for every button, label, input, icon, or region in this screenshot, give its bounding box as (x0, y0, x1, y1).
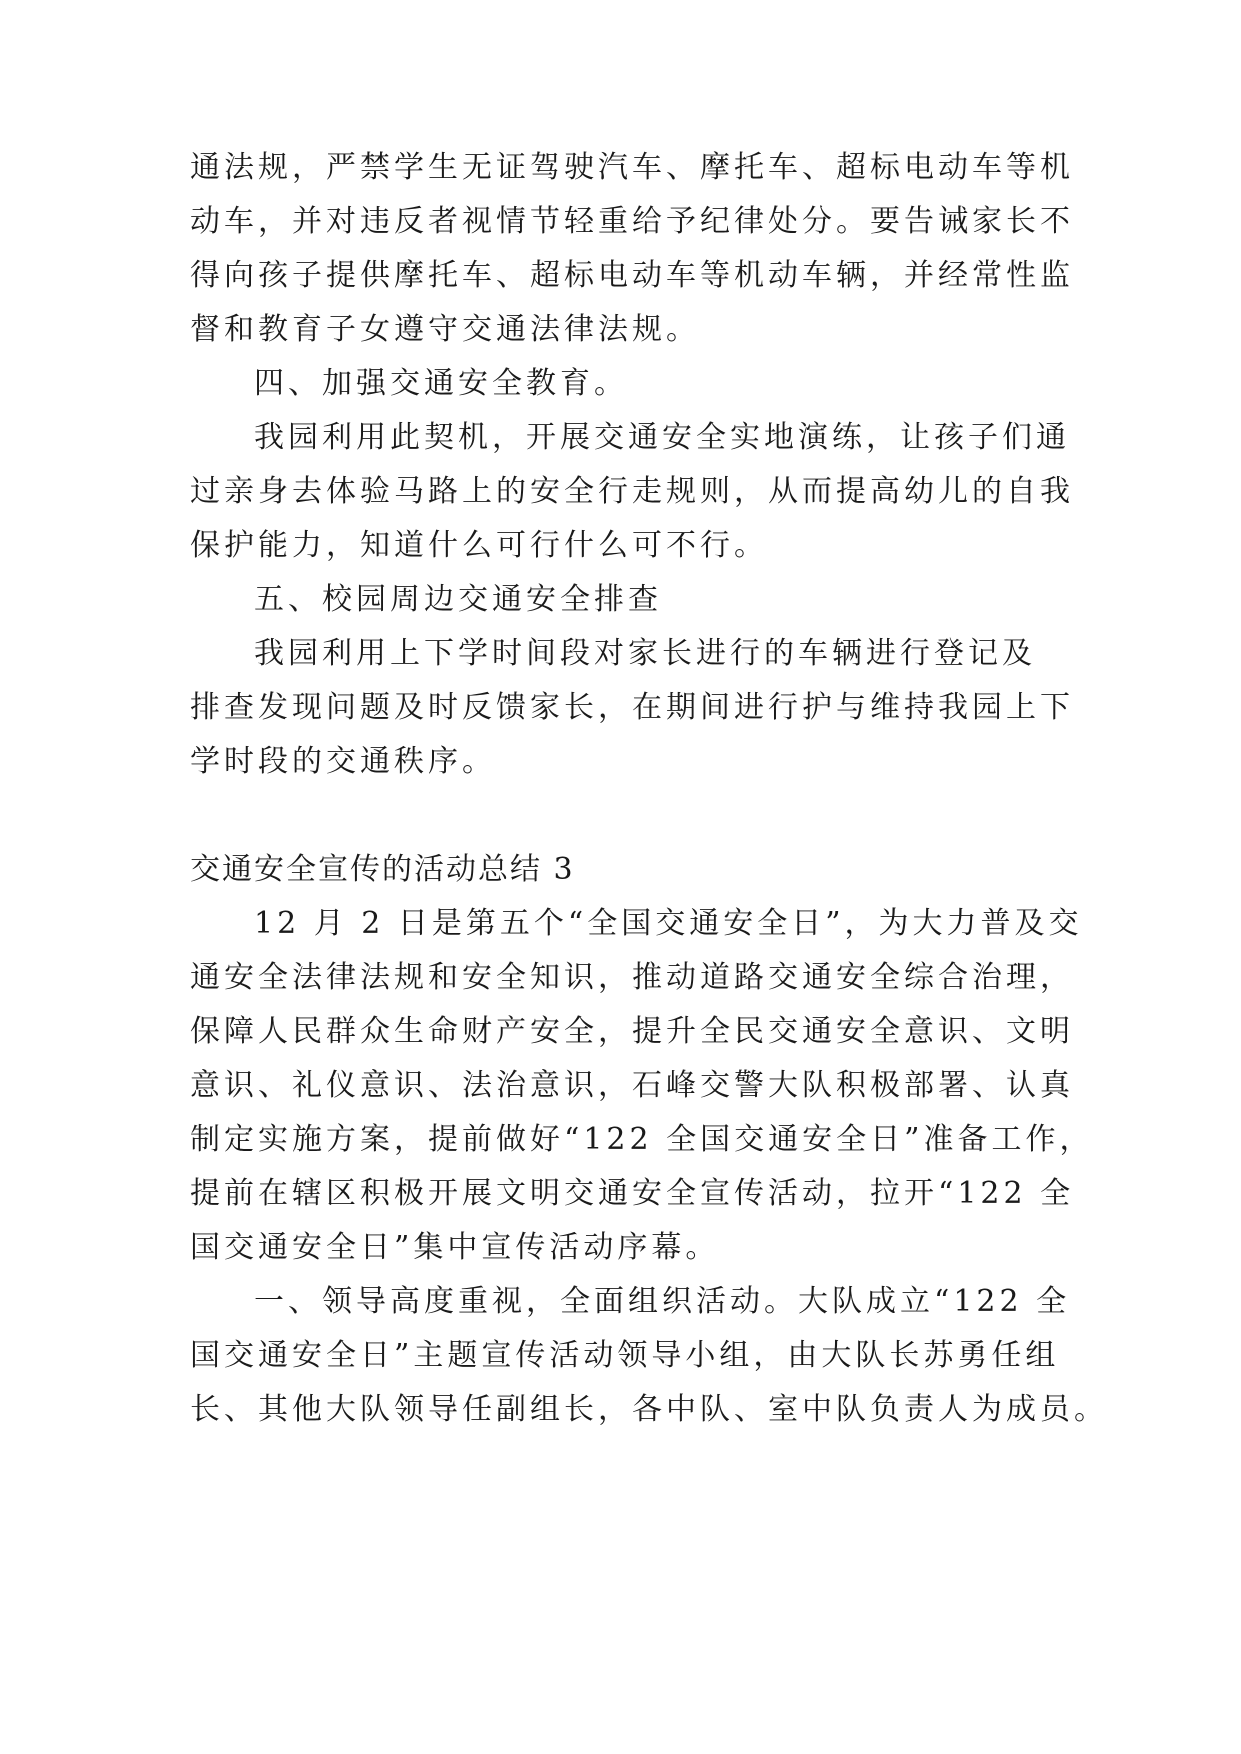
text-line: 提前在辖区积极开展文明交通安全宣传活动，拉开“122 全 (190, 1176, 1075, 1211)
text-line: 长、其他大队领导任副组长，各中队、室中队负责人为成员。 (190, 1392, 1108, 1427)
text-line: 制定实施方案，提前做好“122 全国交通安全日”准备工作， (190, 1122, 1094, 1157)
text-line: 意识、礼仪意识、法治意识，石峰交警大队积极部署、认真 (190, 1068, 1074, 1103)
section-heading: 五、校园周边交通安全排查 (254, 582, 662, 617)
text-line: 排查发现问题及时反馈家长，在期间进行护与维持我园上下 (190, 690, 1074, 725)
text-line: 通法规，严禁学生无证驾驶汽车、摩托车、超标电动车等机 (190, 150, 1074, 185)
text-line: 我园利用上下学时间段对家长进行的车辆进行登记及 (254, 636, 1036, 671)
text-line: 我园利用此契机，开展交通安全实地演练，让孩子们通 (254, 420, 1070, 455)
article-title: 交通安全宣传的活动总结 3 (190, 852, 575, 887)
text-line: 12 月 2 日是第五个“全国交通安全日”，为大力普及交 (254, 906, 1083, 941)
text-line: 国交通安全日”集中宣传活动序幕。 (190, 1230, 720, 1265)
text-line: 国交通安全日”主题宣传活动领导小组，由大队长苏勇任组 (190, 1338, 1060, 1373)
text-line: 学时段的交通秩序。 (190, 744, 496, 779)
text-line: 保障人民群众生命财产安全，提升全民交通安全意识、文明 (190, 1014, 1074, 1049)
section-heading: 四、加强交通安全教育。 (254, 366, 628, 401)
text-line: 得向孩子提供摩托车、超标电动车等机动车辆，并经常性监 (190, 258, 1074, 293)
text-line: 一、领导高度重视，全面组织活动。大队成立“122 全 (254, 1284, 1071, 1319)
text-line: 保护能力，知道什么可行什么可不行。 (190, 528, 768, 563)
text-line: 过亲身去体验马路上的安全行走规则，从而提高幼儿的自我 (190, 474, 1074, 509)
text-line: 动车，并对违反者视情节轻重给予纪律处分。要告诫家长不 (190, 204, 1074, 239)
text-line: 督和教育子女遵守交通法律法规。 (190, 312, 700, 347)
text-line: 通安全法律法规和安全知识，推动道路交通安全综合治理， (190, 960, 1074, 995)
